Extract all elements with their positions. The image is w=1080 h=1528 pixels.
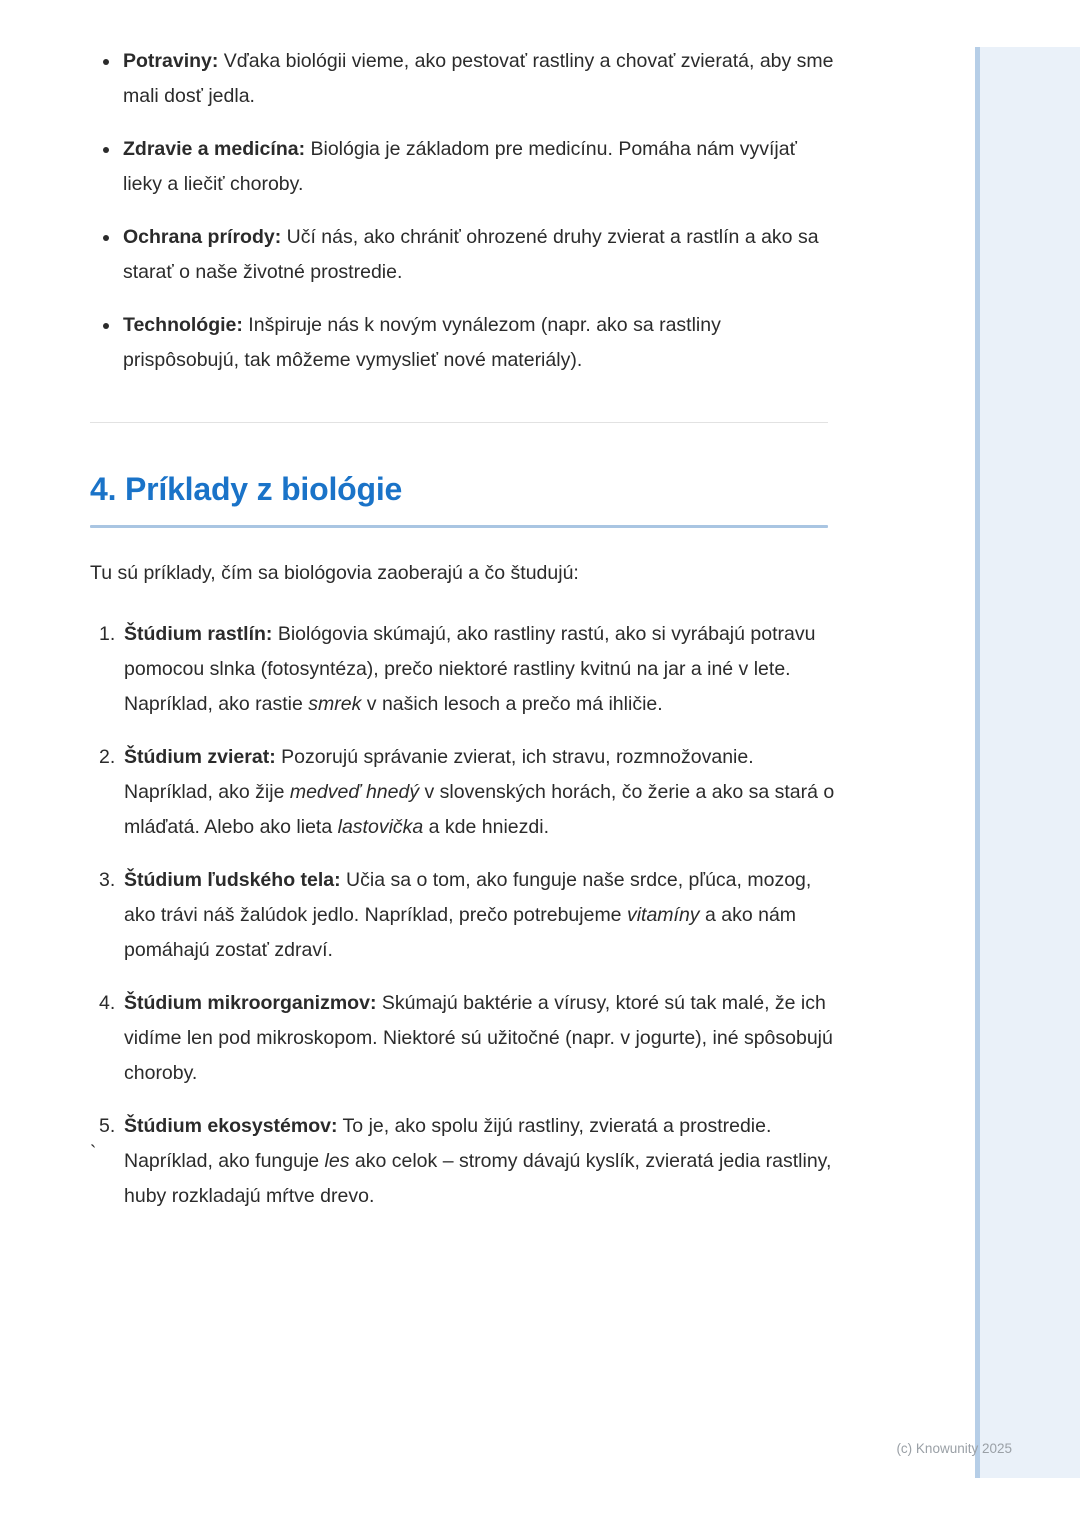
example-term: Štúdium mikroorganizmov: [124, 992, 377, 1014]
list-item [90, 220, 835, 290]
example-text-part2: ako celok – stromy dávajú kyslík, zvieratá jedia rastliny, huby rozkladajú mŕtve drevo. [124, 1150, 832, 1207]
example-emphasis: medveď hnedý [289, 781, 420, 803]
example-text-part2: a ako nám pomáhajú zostať zdraví. [124, 904, 797, 961]
example-emphasis: smrek [308, 693, 362, 715]
example-term: Štúdium zvierat: [124, 746, 276, 768]
example-text-part1: To je, ako spolu žijú rastliny, zvieratá a prostredie. Napríklad, ako funguje [124, 1115, 772, 1172]
example-term: Štúdium ekosystémov: [124, 1115, 338, 1137]
list-item [90, 132, 835, 202]
example-term: Štúdium rastlín: [124, 623, 273, 645]
bullet-text: Učí nás, ako chrániť ohrozené druhy zvierat a rastlín a ako sa starať o naše životné prostredie. [123, 226, 819, 283]
document-content [90, 44, 835, 1214]
example-text-part2: v slovenských horách, čo žerie a ako sa stará o mláďatá. Alebo ako lieta [124, 781, 835, 838]
example-text-part3: a kde hniezdi. [423, 816, 550, 838]
right-accent-strip [975, 47, 1080, 1478]
list-item [90, 617, 835, 722]
example-text-part2: v našich lesoch a prečo má ihličie. [361, 693, 663, 715]
bullet-term: Zdravie a medicína: [123, 138, 306, 160]
bullet-text: Vďaka biológii vieme, ako pestovať rastliny a chovať zvieratá, aby sme mali dosť jedla. [123, 50, 834, 107]
list-item [90, 863, 835, 968]
example-text-part1: Učia sa o tom, ako funguje naše srdce, pľúca, mozog, ako trávi náš žalúdok jedlo. Napríklad, prečo potrebujeme [124, 869, 812, 926]
example-term: Štúdium ľudského tela: [124, 869, 341, 891]
copyright-watermark: (c) Knowunity 2025 [896, 1441, 1012, 1456]
example-emphasis: les [324, 1150, 350, 1172]
bullet-term: Technológie: [123, 314, 243, 336]
list-item [90, 986, 835, 1091]
stray-backtick-mark: ` [90, 1143, 97, 1164]
example-emphasis: vitamíny [626, 904, 700, 926]
examples-numbered-list [90, 617, 835, 1214]
list-item [90, 1109, 835, 1214]
list-item [90, 308, 835, 378]
example-emphasis-2: lastovička [337, 816, 424, 838]
benefits-bullet-list [90, 44, 835, 378]
example-text-part1: Pozorujú správanie zvierat, ich stravu, rozmnožovanie. Napríklad, ako žije [124, 746, 754, 803]
bullet-text: Biológia je základom pre medicínu. Pomáha nám vyvíjať lieky a liečiť choroby. [123, 138, 797, 195]
list-item [90, 740, 835, 845]
example-text-part1: Skúmajú baktérie a vírusy, ktoré sú tak malé, že ich vidíme len pod mikroskopom. Niektoré sú užitočné (napr. v jogurte), iné spôsobujú choroby. [124, 992, 833, 1084]
bullet-term: Ochrana prírody: [123, 226, 282, 248]
list-item [90, 44, 835, 114]
section-lead-paragraph: Tu sú príklady, čím sa biológovia zaoberajú a čo študujú: [90, 562, 579, 584]
bullet-text: Inšpiruje nás k novým vynálezom (napr. ako sa rastliny prispôsobujú, tak môžeme vymyslieť nové materiály). [123, 314, 721, 371]
example-text-part1: Biológovia skúmajú, ako rastliny rastú, ako si vyrábajú potravu pomocou slnka (fotosyntéza), prečo niektoré rastliny kvitnú na jar a iné v lete. Napríklad, ako rastie [124, 623, 816, 715]
page-title: 4. Príklady z biológie [90, 471, 403, 507]
bullet-term: Potraviny: [123, 50, 219, 72]
